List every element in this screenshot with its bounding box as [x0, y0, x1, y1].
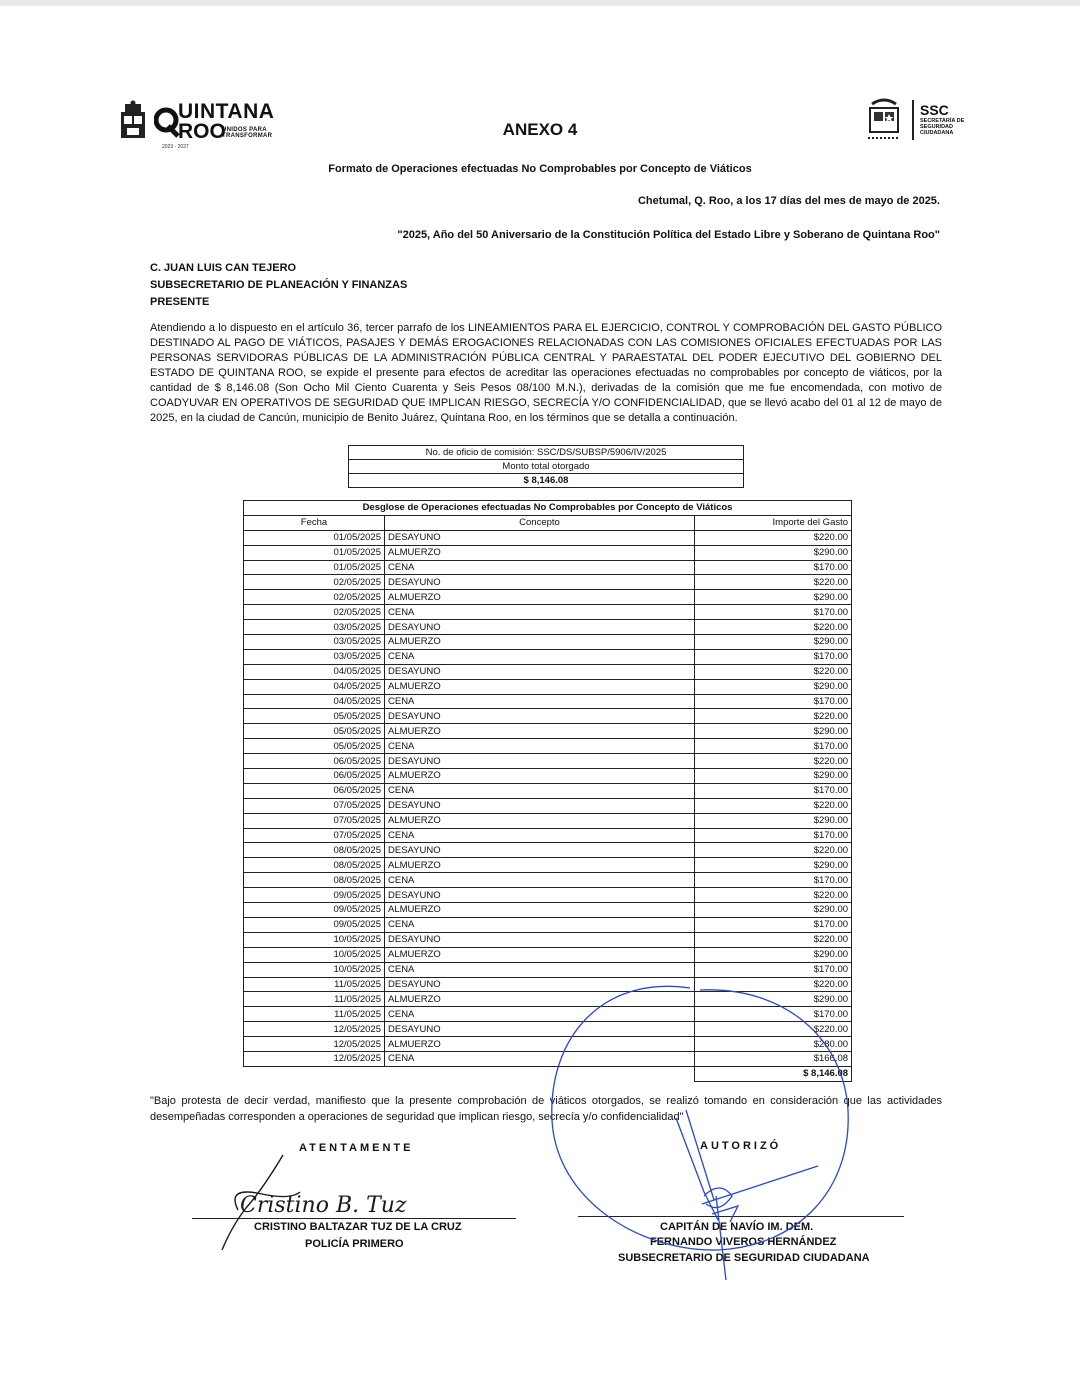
- row-concepto: ALMUERZO: [385, 903, 695, 918]
- monto-label: Monto total otorgado: [349, 460, 744, 474]
- row-importe: $170.00: [695, 962, 852, 977]
- official-motto: "2025, Año del 50 Aniversario de la Constitución Política del Estado Libre y Soberano de Quintana Roo": [397, 229, 940, 241]
- row-importe: $290.00: [695, 545, 852, 560]
- row-fecha: 05/05/2025: [244, 739, 385, 754]
- row-fecha: 06/05/2025: [244, 783, 385, 798]
- row-fecha: 06/05/2025: [244, 754, 385, 769]
- row-fecha: 03/05/2025: [244, 620, 385, 635]
- authorized-label: AUTORIZÓ: [700, 1140, 782, 1152]
- row-fecha: 10/05/2025: [244, 947, 385, 962]
- row-concepto: CENA: [385, 1051, 695, 1066]
- row-concepto: DESAYUNO: [385, 798, 695, 813]
- row-fecha: 08/05/2025: [244, 858, 385, 873]
- row-fecha: 09/05/2025: [244, 917, 385, 932]
- row-importe: $290.00: [695, 769, 852, 784]
- signer-right-rank: CAPITÁN DE NAVÍO IM. DEM.: [660, 1221, 814, 1233]
- annex-title: ANEXO 4: [502, 120, 578, 139]
- row-concepto: DESAYUNO: [385, 709, 695, 724]
- row-fecha: 04/05/2025: [244, 664, 385, 679]
- row-concepto: ALMUERZO: [385, 992, 695, 1007]
- left-signature-text: Cristino B. Tuz: [240, 1193, 407, 1218]
- logo-tagline: UNIDOS PARA TRANSFORMAR: [222, 127, 273, 139]
- row-importe: $170.00: [695, 739, 852, 754]
- recipient-presente: PRESENTE: [150, 296, 210, 308]
- row-fecha: 08/05/2025: [244, 873, 385, 888]
- row-concepto: ALMUERZO: [385, 590, 695, 605]
- row-fecha: 02/05/2025: [244, 605, 385, 620]
- row-concepto: DESAYUNO: [385, 932, 695, 947]
- row-fecha: 03/05/2025: [244, 649, 385, 664]
- row-concepto: ALMUERZO: [385, 769, 695, 784]
- row-importe: $220.00: [695, 977, 852, 992]
- signer-right-position: SUBSECRETARIO DE SEGURIDAD CIUDADANA: [618, 1252, 870, 1264]
- row-concepto: CENA: [385, 560, 695, 575]
- row-fecha: 03/05/2025: [244, 635, 385, 650]
- row-concepto: CENA: [385, 873, 695, 888]
- row-importe: $170.00: [695, 649, 852, 664]
- row-importe: $220.00: [695, 888, 852, 903]
- row-concepto: ALMUERZO: [385, 545, 695, 560]
- logo-years: 2023 · 2027: [162, 144, 189, 150]
- row-concepto: DESAYUNO: [385, 1022, 695, 1037]
- row-concepto: ALMUERZO: [385, 1037, 695, 1052]
- column-header-importe: Importe del Gasto: [695, 515, 852, 530]
- row-importe: $220.00: [695, 754, 852, 769]
- row-concepto: CENA: [385, 649, 695, 664]
- row-fecha: 09/05/2025: [244, 903, 385, 918]
- row-fecha: 02/05/2025: [244, 575, 385, 590]
- row-concepto: DESAYUNO: [385, 888, 695, 903]
- row-fecha: 12/05/2025: [244, 1022, 385, 1037]
- ssc-logo-title: SSC: [920, 102, 949, 118]
- row-importe: $220.00: [695, 620, 852, 635]
- row-fecha: 11/05/2025: [244, 977, 385, 992]
- attentively-label: ATENTAMENTE: [299, 1142, 414, 1154]
- row-importe: $290.00: [695, 903, 852, 918]
- signer-left-rank: POLICÍA PRIMERO: [305, 1238, 404, 1250]
- row-concepto: CENA: [385, 605, 695, 620]
- row-importe: $170.00: [695, 694, 852, 709]
- logo-word-roo: ROO: [178, 120, 226, 143]
- monto-value: $ 8,146.08: [349, 474, 744, 488]
- row-concepto: DESAYUNO: [385, 977, 695, 992]
- row-concepto: ALMUERZO: [385, 813, 695, 828]
- row-importe: $170.00: [695, 917, 852, 932]
- place-date: Chetumal, Q. Roo, a los 17 días del mes de mayo de 2025.: [637, 195, 940, 207]
- row-fecha: 01/05/2025: [244, 545, 385, 560]
- body-paragraph: Atendiendo a lo dispuesto en el artículo 36, tercer parrafo de los LINEAMIENTOS PARA EL EJERCICIO, CONTROL Y COMPROBACIÓN DEL GASTO PÚBLICO DESTINADO AL PAGO DE VIÁTICOS, PASAJES Y DEMÁS EROGACIONES RELACIONADAS CON LAS COMISIONES OFICIALES EFECTUADAS POR LAS PERSONAS SERVIDORAS PÚBLICAS DE LA ADMINISTRACIÓN PÚBLICA CENTRAL Y PARAESTATAL DEL PODER EJECUTIVO DEL GOBIERNO DEL ESTADO DE QUINTANA ROO, se expide el presente para efectos de acreditar las operaciones efectuadas no comprobables por concepto de viáticos, por la cantidad de $ 8,146.08 (Son Ocho Mil Ciento Cuarenta y Seis Pesos 08/100 M.N.), derivadas de la comisión que me fue encomendada, con motivo de COADYUVAR EN OPERATIVOS DE SEGURIDAD QUE IMPLICAN RIESGO, SECRECÍA Y/O CONFIDENCIALIDAD, que se llevó acabo del 01 al 12 de mayo de 2025, en la ciudad de Cancún, municipio de Benito Juárez, Quintana Roo, en los términos que se detalla a continuación.: [150, 322, 942, 424]
- row-fecha: 01/05/2025: [244, 530, 385, 545]
- row-importe: $170.00: [695, 605, 852, 620]
- row-concepto: CENA: [385, 783, 695, 798]
- row-fecha: 11/05/2025: [244, 1007, 385, 1022]
- row-concepto: DESAYUNO: [385, 530, 695, 545]
- row-importe: $220.00: [695, 664, 852, 679]
- row-concepto: ALMUERZO: [385, 947, 695, 962]
- row-fecha: 04/05/2025: [244, 679, 385, 694]
- ssc-logo-subtitle: SECRETARÍA DE SEGURIDAD CIUDADANA: [920, 118, 965, 136]
- table-total: $ 8,146.08: [695, 1066, 852, 1081]
- row-concepto: DESAYUNO: [385, 754, 695, 769]
- row-concepto: ALMUERZO: [385, 635, 695, 650]
- recipient-name: C. JUAN LUIS CAN TEJERO: [150, 262, 297, 274]
- row-importe: $290.00: [695, 724, 852, 739]
- declaration-text: "Bajo protesta de decir verdad, manifiesto que la presente comprobación de viáticos otorgados, se realizó tomando en consideración que las actividades desempeñadas corresponden a operaciones de seguridad que implican riesgo, secrecía y/o confidencialidad": [150, 1095, 942, 1123]
- row-concepto: CENA: [385, 694, 695, 709]
- logo-word-quintana: UINTANA: [178, 100, 275, 123]
- row-fecha: 06/05/2025: [244, 769, 385, 784]
- row-importe: $170.00: [695, 783, 852, 798]
- row-importe: $220.00: [695, 530, 852, 545]
- row-concepto: DESAYUNO: [385, 664, 695, 679]
- row-importe: $220.00: [695, 709, 852, 724]
- row-importe: $290.00: [695, 992, 852, 1007]
- row-importe: $220.00: [695, 932, 852, 947]
- signer-left-name: CRISTINO BALTAZAR TUZ DE LA CRUZ: [254, 1221, 462, 1233]
- row-importe: $166.08: [695, 1051, 852, 1066]
- row-importe: $220.00: [695, 798, 852, 813]
- row-concepto: ALMUERZO: [385, 858, 695, 873]
- row-concepto: CENA: [385, 739, 695, 754]
- row-fecha: 04/05/2025: [244, 694, 385, 709]
- row-concepto: ALMUERZO: [385, 679, 695, 694]
- right-signature-icon: [552, 986, 848, 1280]
- row-importe: $290.00: [695, 858, 852, 873]
- row-concepto: CENA: [385, 828, 695, 843]
- row-fecha: 05/05/2025: [244, 709, 385, 724]
- row-fecha: 05/05/2025: [244, 724, 385, 739]
- row-importe: $290.00: [695, 590, 852, 605]
- row-importe: $290.00: [695, 813, 852, 828]
- left-signature-icon: [222, 1155, 407, 1250]
- row-importe: $220.00: [695, 575, 852, 590]
- row-importe: $290.00: [695, 947, 852, 962]
- row-fecha: 08/05/2025: [244, 843, 385, 858]
- row-fecha: 12/05/2025: [244, 1051, 385, 1066]
- row-importe: $170.00: [695, 560, 852, 575]
- row-fecha: 07/05/2025: [244, 813, 385, 828]
- row-fecha: 10/05/2025: [244, 962, 385, 977]
- row-importe: $170.00: [695, 1007, 852, 1022]
- row-importe: $170.00: [695, 873, 852, 888]
- row-concepto: ALMUERZO: [385, 724, 695, 739]
- document-subtitle: Formato de Operaciones efectuadas No Comprobables por Concepto de Viáticos: [328, 163, 752, 175]
- column-header-concepto: Concepto: [385, 515, 695, 530]
- row-fecha: 01/05/2025: [244, 560, 385, 575]
- row-fecha: 07/05/2025: [244, 828, 385, 843]
- row-concepto: CENA: [385, 1007, 695, 1022]
- row-importe: $170.00: [695, 828, 852, 843]
- row-concepto: CENA: [385, 962, 695, 977]
- row-importe: $290.00: [695, 635, 852, 650]
- row-importe: $280.00: [695, 1037, 852, 1052]
- row-concepto: DESAYUNO: [385, 620, 695, 635]
- column-header-fecha: Fecha: [244, 515, 385, 530]
- row-fecha: 07/05/2025: [244, 798, 385, 813]
- signer-right-name: FERNANDO VIVEROS HERNÁNDEZ: [650, 1236, 837, 1248]
- row-fecha: 12/05/2025: [244, 1037, 385, 1052]
- row-fecha: 10/05/2025: [244, 932, 385, 947]
- row-concepto: DESAYUNO: [385, 843, 695, 858]
- row-concepto: DESAYUNO: [385, 575, 695, 590]
- recipient-position: SUBSECRETARIO DE PLANEACIÓN Y FINANZAS: [150, 279, 408, 291]
- table-title: Desglose de Operaciones efectuadas No Comprobables por Concepto de Viáticos: [244, 501, 852, 516]
- row-importe: $220.00: [695, 843, 852, 858]
- row-concepto: CENA: [385, 917, 695, 932]
- row-fecha: 09/05/2025: [244, 888, 385, 903]
- row-importe: $290.00: [695, 679, 852, 694]
- row-fecha: 02/05/2025: [244, 590, 385, 605]
- row-fecha: 11/05/2025: [244, 992, 385, 1007]
- oficio-number: No. de oficio de comisión: SSC/DS/SUBSP/5906/IV/2025: [349, 446, 744, 460]
- row-importe: $220.00: [695, 1022, 852, 1037]
